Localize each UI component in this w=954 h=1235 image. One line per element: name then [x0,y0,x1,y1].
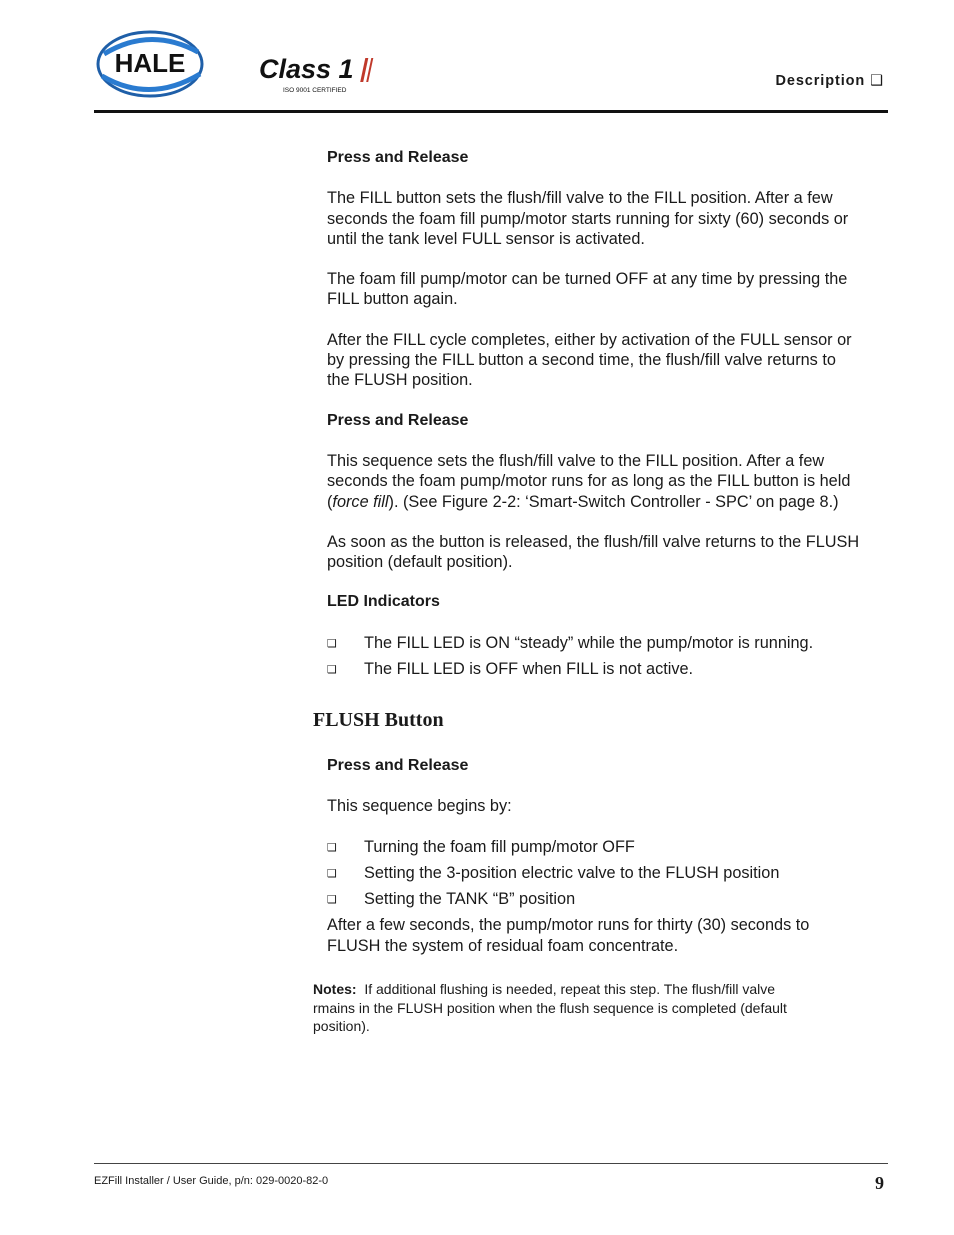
subhead-press-release-1: Press and Release [327,149,469,166]
svg-text:HALE: HALE [114,48,186,78]
text-line: position). [313,1018,370,1034]
paragraph-fill-4 [327,451,887,512]
text-line: position (default position). [327,553,513,572]
subhead-led-indicators: LED Indicators [327,593,440,611]
flush-intro: This sequence begins by: [327,797,512,816]
list-item [327,837,887,857]
list-item [327,889,887,909]
list-item-text: The FILL LED is OFF when FILL is not active. [364,660,694,679]
notes-block [313,980,873,1036]
list-item [327,863,887,883]
emphasis-force-fill: force fill [332,492,389,511]
text-line: The FILL button sets the flush/fill valve to the FILL position. After a few [327,189,833,208]
paragraph-fill-5 [327,532,887,573]
list-item-text: Turning the foam fill pump/motor OFF [364,837,635,856]
text-line: rmains in the FLUSH position when the flush sequence is completed (default [313,999,787,1016]
text-line: This sequence sets the flush/fill valve to the FILL position. After a few [327,451,825,470]
text-line: the FLUSH position. [327,371,473,390]
text-fragment: ). (See Figure 2-2: ‘Smart-Switch Controller - SPC’ on page 8.) [388,492,839,511]
list-item-text: Setting the TANK “B” position [364,890,576,909]
text-line: until the tank level FULL sensor is activated. [327,229,645,248]
paragraph-fill-2 [327,269,887,310]
text-line: After the FILL cycle completes, either by activation of the FULL sensor or [327,330,852,349]
text-line: If additional flushing is needed, repeat this step. The flush/fill valve [364,981,775,997]
text-line: FILL button again. [327,290,458,309]
header-section-title: Description ❑ [775,73,884,89]
checkbox-bullet-icon: ❑ [327,637,337,650]
text-line: seconds the foam fill pump/motor starts running for sixty (60) seconds or [327,209,849,228]
text-line: As soon as the button is released, the flush/fill valve returns to the FLUSH [327,532,860,551]
svg-text:ISO 9001 CERTIFIED: ISO 9001 CERTIFIED [283,87,347,94]
checkbox-bullet-icon: ❑ [327,867,337,880]
footer-divider [94,1163,888,1164]
flush-section [327,756,887,956]
text-fragment: ( [327,492,333,511]
list-item-text: Setting the 3-position electric valve to the FLUSH position [364,863,780,882]
text-line: seconds the foam pump/motor runs for as long as the FILL button is held [327,472,851,491]
text-line: FLUSH the system of residual foam concentrate. [327,936,679,955]
page-header [0,0,954,115]
list-item-text: The FILL LED is ON “steady” while the pump/motor is running. [364,633,814,652]
checkbox-bullet-icon: ❑ [327,841,337,854]
text-line: by pressing the FILL button a second time, the flush/fill valve returns to [327,351,836,370]
page-number: 9 [875,1173,884,1193]
hale-logo [94,28,206,100]
class1-logo [257,50,387,96]
list-item [327,633,887,653]
paragraph-fill-3 [327,330,887,391]
flush-after-paragraph [327,915,887,956]
text-line: After a few seconds, the pump/motor runs for thirty (30) seconds to [327,916,810,935]
svg-text:Class 1: Class 1 [259,54,354,84]
footer-doc-reference: EZFill Installer / User Guide, p/n: 029-0020-82-0 [94,1175,329,1187]
checkbox-bullet-icon: ❑ [327,664,337,677]
list-item [327,659,887,679]
paragraph-fill-1 [327,188,887,249]
fill-section [327,148,887,679]
checkbox-bullet-icon: ❑ [327,894,337,907]
subhead-press-release-2: Press and Release [327,411,469,429]
subhead-press-release-3: Press and Release [327,757,469,774]
flush-button-heading: FLUSH Button [313,709,444,731]
text-line: The foam fill pump/motor can be turned OFF at any time by pressing the [327,270,848,289]
notes-label: Notes: [313,981,357,997]
header-divider [94,110,888,113]
